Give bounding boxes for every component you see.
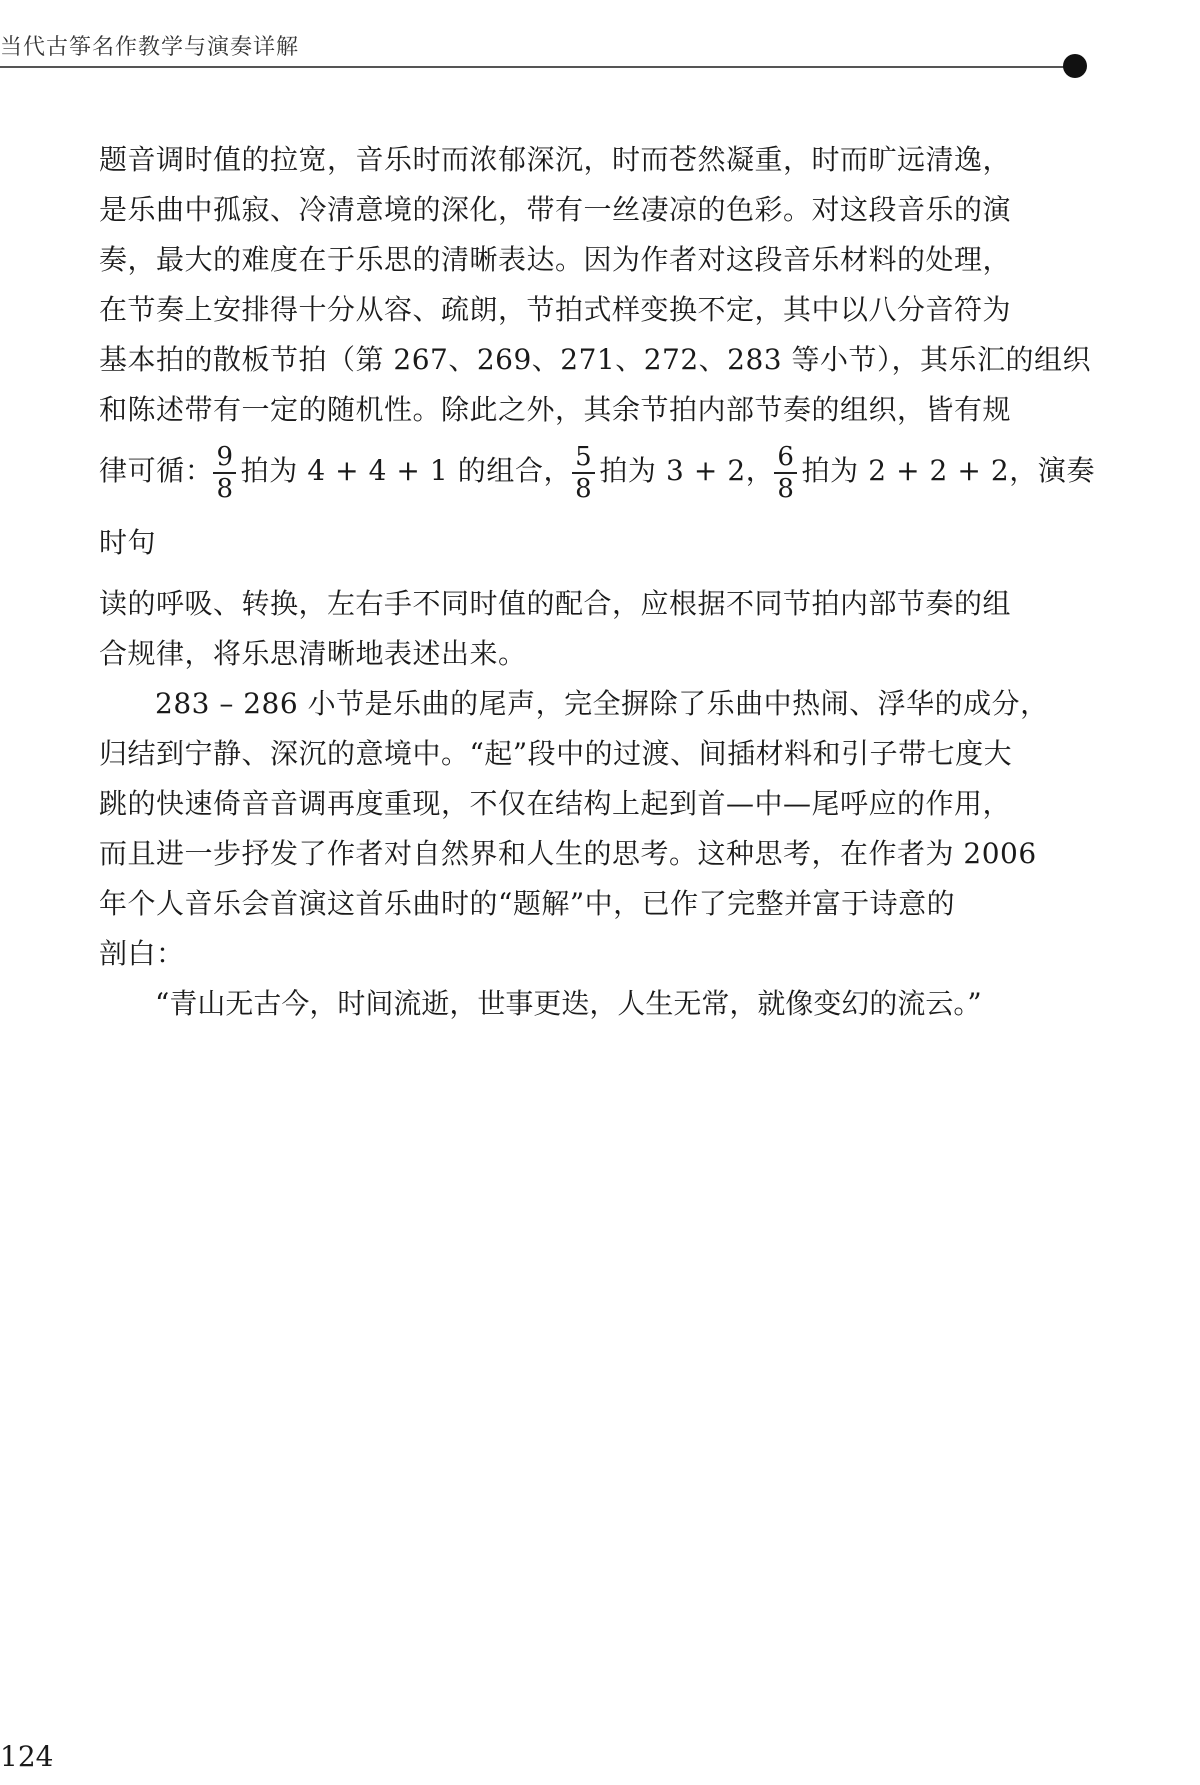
text-line: 基本拍的散板节拍（第 267、269、271、272、283 等小节），其乐汇的组织 — [99, 343, 1092, 376]
text-line: 而且进一步抒发了作者对自然界和人生的思考。这种思考，在作者为 2006 — [99, 837, 1037, 870]
text-line: 跳的快速倚音音调再度重现，不仅在结构上起到首—中—尾呼应的作用， — [99, 787, 1012, 820]
text-line: 年个人音乐会首演这首乐曲时的“题解”中，已作了完整并富于诗意的 — [99, 887, 956, 920]
text-line: 是乐曲中孤寂、冷清意境的深化，带有一丝凄凉的色彩。对这段音乐的演 — [99, 193, 1012, 226]
text-segment: 拍为 3 + 2， — [599, 454, 775, 487]
text-line: 题音调时值的拉宽，音乐时而浓郁深沉，时而苍然凝重，时而旷远清逸， — [99, 143, 1012, 176]
fraction-numerator: 9 — [213, 444, 236, 474]
text-segment: 律可循： — [99, 454, 214, 487]
text-line: 合规律，将乐思清晰地表述出来。 — [99, 637, 527, 670]
fraction-numerator: 5 — [572, 444, 595, 474]
fraction-5-8 — [572, 441, 595, 504]
text-line: 剖白： — [99, 937, 185, 970]
text-line: 归结到宁静、深沉的意境中。“起”段中的过渡、间插材料和引子带七度大 — [99, 737, 1013, 770]
text-line: 和陈述带有一定的随机性。除此之外，其余节拍内部节奏的组织，皆有规 — [99, 393, 1012, 426]
closing-quote: “青山无古今，时间流逝，世事更迭，人生无常，就像变幻的流云。” — [155, 987, 982, 1020]
fraction-6-8 — [774, 441, 797, 504]
paragraph-2 — [99, 679, 1095, 979]
paragraph-1 — [99, 135, 1095, 679]
fraction-denominator: 8 — [575, 473, 593, 504]
header-dot-ornament — [1063, 54, 1087, 78]
header-rule — [0, 66, 1075, 68]
text-line: 283 – 286 小节是乐曲的尾声，完全摒除了乐曲中热闹、浮华的成分， — [155, 687, 1049, 720]
fraction-numerator: 6 — [774, 444, 797, 474]
fraction-denominator: 8 — [216, 473, 234, 504]
text-segment: 拍为 2 + 2 + 2，演奏时句 — [99, 454, 1095, 559]
text-line: 奏，最大的难度在于乐思的清晰表达。因为作者对这段音乐材料的处理， — [99, 243, 1012, 276]
text-line-with-fractions — [99, 435, 1095, 579]
text-segment: 拍为 4 + 4 + 1 的组合， — [240, 454, 573, 487]
page-number: 124 — [0, 1740, 54, 1773]
text-line: 在节奏上安排得十分从容、疏朗，节拍式样变换不定，其中以八分音符为 — [99, 293, 1012, 326]
text-line: 读的呼吸、转换，左右手不同时值的配合，应根据不同节拍内部节奏的组 — [99, 587, 1012, 620]
running-header-title: 当代古筝名作教学与演奏详解 — [0, 35, 300, 60]
page-body — [99, 135, 1095, 1029]
fraction-9-8 — [213, 441, 236, 504]
fraction-denominator: 8 — [777, 473, 795, 504]
